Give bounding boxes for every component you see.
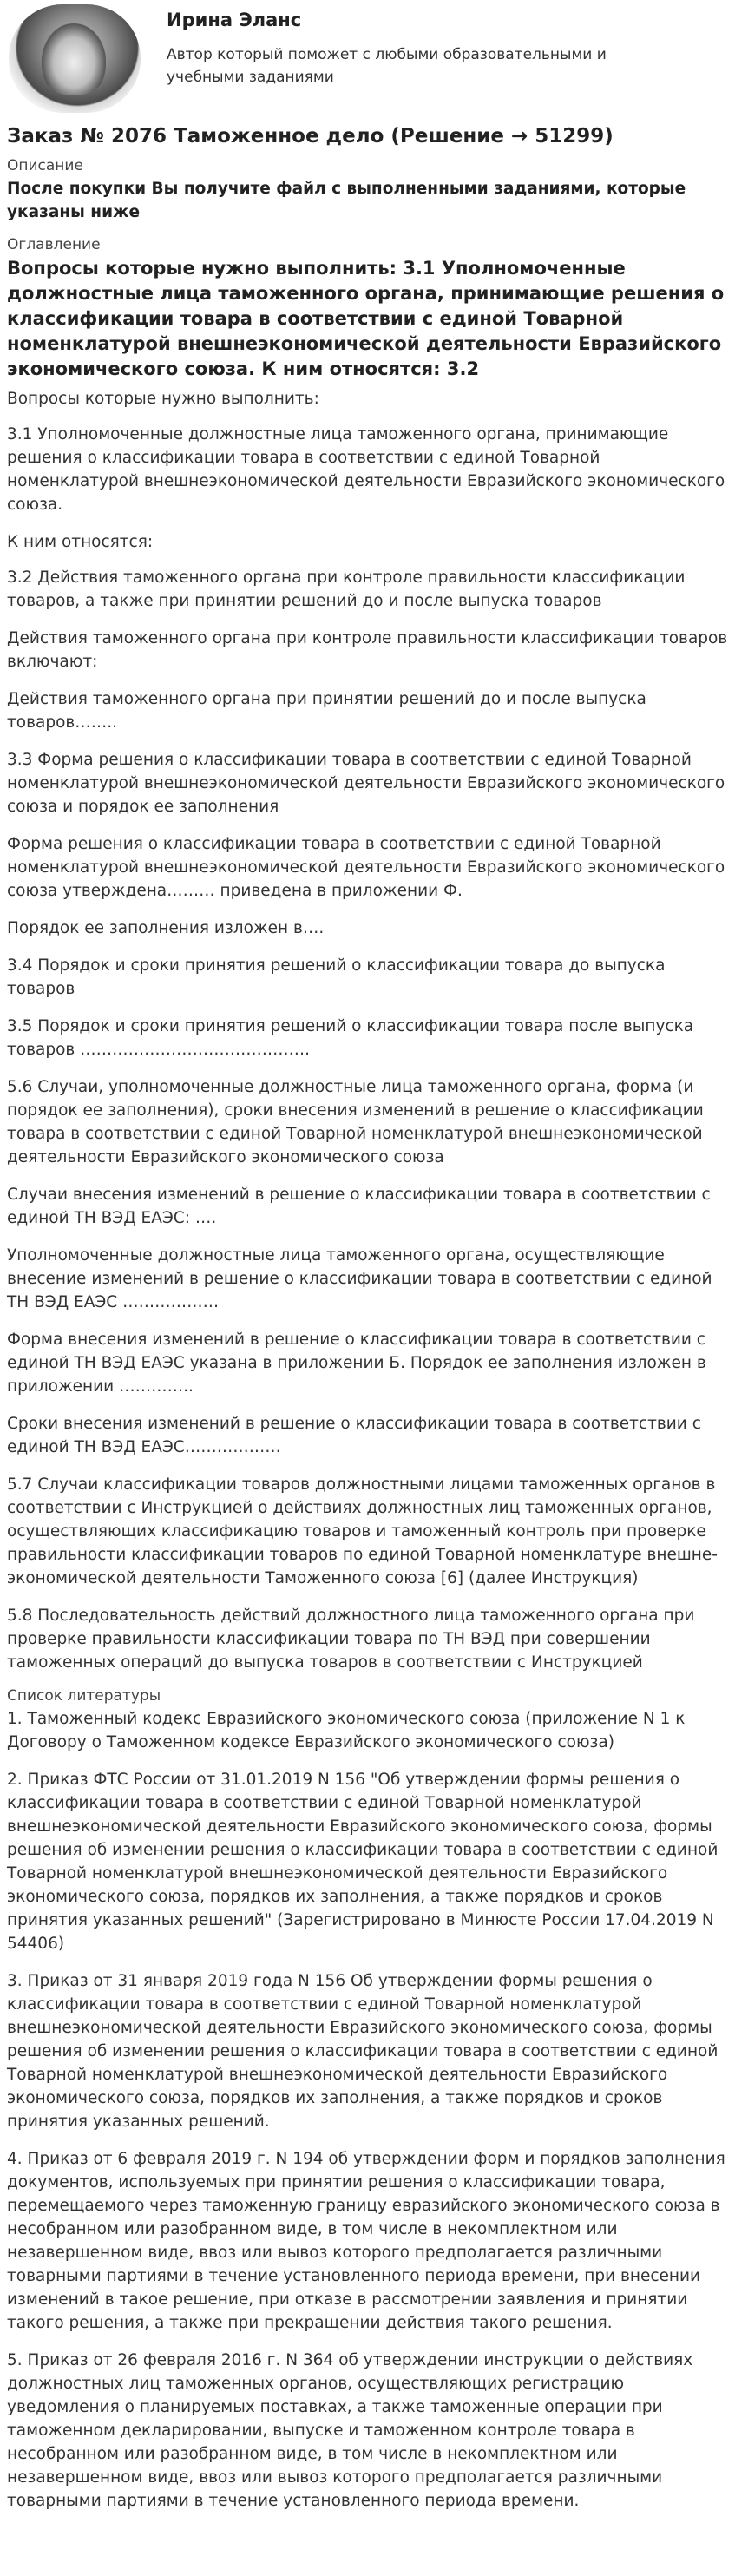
author-block xyxy=(7,0,728,122)
author-description: Автор который поможет с любыми образовательными и учебными заданиями xyxy=(167,46,607,86)
description-text: После покупки Вы получите файл с выполненными заданиями, которые указаны ниже xyxy=(7,180,686,221)
literature-item: 4. Приказ от 6 февраля 2019 г. N 194 об утверждении форм и порядков заполнения документов, используемых при принятии решения о классификации товара, перемещаемого через таможенную границу евразийского экономического союза в несобранном или разобранном виде, в том числе в некомплектном или незавершенном виде, ввоз или вывоз которого предполагается различными товарными партиями в течение установленного периода времени, при внесении изменений в такое решение, при отказе в рассмотрении заявления и принятии такого решения, а также при прекращении действия такого решения. xyxy=(7,2150,725,2332)
question-paragraph: Случаи внесения изменений в решение о классификации товара в соответствии с единой ТН ВЭД ЕАЭС: …. xyxy=(7,1186,711,1227)
literature-item: 1. Таможенный кодекс Евразийского экономического союза (приложение N 1 к Договору о Таможенном кодексе Евразийского экономического союза) xyxy=(7,1710,686,1751)
question-paragraph: Сроки внесения изменений в решение о классификации товара в соответствии с единой ТН ВЭД ЕАЭС……………… xyxy=(7,1415,701,1456)
order-title: Заказ № 2076 Таможенное дело (Решение → 51299) xyxy=(7,125,614,148)
question-paragraph: 5.7 Случаи классификации товаров должностными лицами таможенных органов в соответствии с Инструкцией о действиях должностных лиц таможенных органов, осуществляющих классификацию товаров и таможенный контроль при проверке правильности классификации товаров по единой Товарной номенклатуре внешне-экономической деятельности Таможенного союза [6] (далее Инструкция) xyxy=(7,1475,718,1587)
question-paragraph: Действия таможенного органа при принятии решений до и после выпуска товаров…….. xyxy=(7,690,646,732)
question-paragraph: Форма решения о классификации товара в соответствии с единой Товарной номенклатурой внешнеэкономической деятельности Евразийского экономического союза утверждена……… приведена в приложении Ф. xyxy=(7,835,725,900)
literature-list xyxy=(7,1707,728,2513)
question-paragraph: К ним относятся: xyxy=(7,533,154,551)
author-info xyxy=(167,4,653,89)
author-avatar[interactable] xyxy=(9,4,141,113)
toc-label: Оглавление xyxy=(7,236,101,253)
question-paragraph: 3.5 Порядок и сроки принятия решений о классификации товара после выпуска товаров ……………………………………. xyxy=(7,1017,694,1059)
description-label: Описание xyxy=(7,157,83,174)
question-paragraph: 3.4 Порядок и сроки принятия решений о классификации товара до выпуска товаров xyxy=(7,956,666,998)
question-paragraph: 5.6 Случаи, уполномоченные должностные лица таможенного органа, форма (и порядок ее заполнения), сроки внесения изменений в решение о классификации товара в соответствии с единой Товарной номенклатурой внешнеэкономической деятельности Евразийского экономического союза xyxy=(7,1078,704,1166)
question-paragraph: 3.2 Действия таможенного органа при контроле правильности классификации товаров, а также при принятии решений до и после выпуска товаров xyxy=(7,568,686,610)
question-paragraph: Уполномоченные должностные лица таможенного органа, осуществляющие внесение изменений в решение о классификации товара в соответствии с единой ТН ВЭД ЕАЭС ……………… xyxy=(7,1246,712,1311)
questions-section xyxy=(7,387,728,1674)
literature-label: Список литературы xyxy=(7,1687,161,1705)
literature-item: 2. Приказ ФТС России от 31.01.2019 N 156 "Об утверждении формы решения о классификации товара в соответствии с единой Товарной номенклатурой внешнеэкономической деятельности Евразийского экономического союза, формы решения об изменении решения о классификации товара в соответствии с единой Товарной номенклатурой внешнеэкономической деятельности Евразийского экономического союза, порядков их заполнения, а также порядков и сроков принятия указанных решений" (Зарегистрировано в Минюсте России 17.04.2019 N 54406) xyxy=(7,1771,719,1953)
author-name[interactable]: Ирина Эланс xyxy=(167,10,302,30)
question-paragraph: 5.8 Последовательность действий должностного лица таможенного органа при проверке правильности классификации товара по ТН ВЭД при совершении таможенных операций до выпуска товаров в соответствии с Инструкцией xyxy=(7,1607,695,1672)
question-paragraph: 3.1 Уполномоченные должностные лица таможенного органа, принимающие решения о классификации товара в соответствии с единой Товарной номенклатурой внешнеэкономической деятельности Евразийского экономического союза. xyxy=(7,425,725,514)
question-paragraph: Порядок ее заполнения изложен в…. xyxy=(7,919,325,937)
question-paragraph: Форма внесения изменений в решение о классификации товара в соответствии с единой ТН ВЭД ЕАЭС указана в приложении Б. Порядок ее заполнения изложен в приложении ………….. xyxy=(7,1331,706,1396)
question-paragraph: Вопросы которые нужно выполнить: xyxy=(7,390,319,408)
question-paragraph: 3.3 Форма решения о классификации товара в соответствии с единой Товарной номенклатурой внешнеэкономической деятельности Евразийского экономического союза и порядок ее заполнения xyxy=(7,751,725,816)
literature-item: 5. Приказ от 26 февраля 2016 г. N 364 об утверждении инструкции о действиях должностных лиц таможенных органов, осуществляющих регистрацию уведомления о планируемых поставках, а также таможенные операции при таможенном декларировании, выпуске и таможенном контроле товара в несобранном или разобранном виде, в том числе в некомплектном или незавершенном виде, ввоз или вывоз которого предполагается различными товарными партиями в течение установленного периода времени. xyxy=(7,2351,693,2510)
toc-heading: Вопросы которые нужно выполнить: 3.1 Уполномоченные должностные лица таможенного органа, принимающие решения о классификации товара в соответствии с единой Товарной номенклатурой внешнеэкономической деятельности Евразийского экономического союза. К ним относятся: 3.2 xyxy=(7,258,725,379)
literature-item: 3. Приказ от 31 января 2019 года N 156 Об утверждении формы решения о классификации товара в соответствии с единой Товарной номенклатурой внешнеэкономической деятельности Евразийского экономического союза, формы решения об изменении решения о классификации товара в соответствии с единой Товарной номенклатурой внешнеэкономической деятельности Евразийского экономического союза, порядков их заполнения, а также порядков и сроков принятия указанных решений. xyxy=(7,1972,719,2131)
question-paragraph: Действия таможенного органа при контроле правильности классификации товаров включают: xyxy=(7,629,728,671)
